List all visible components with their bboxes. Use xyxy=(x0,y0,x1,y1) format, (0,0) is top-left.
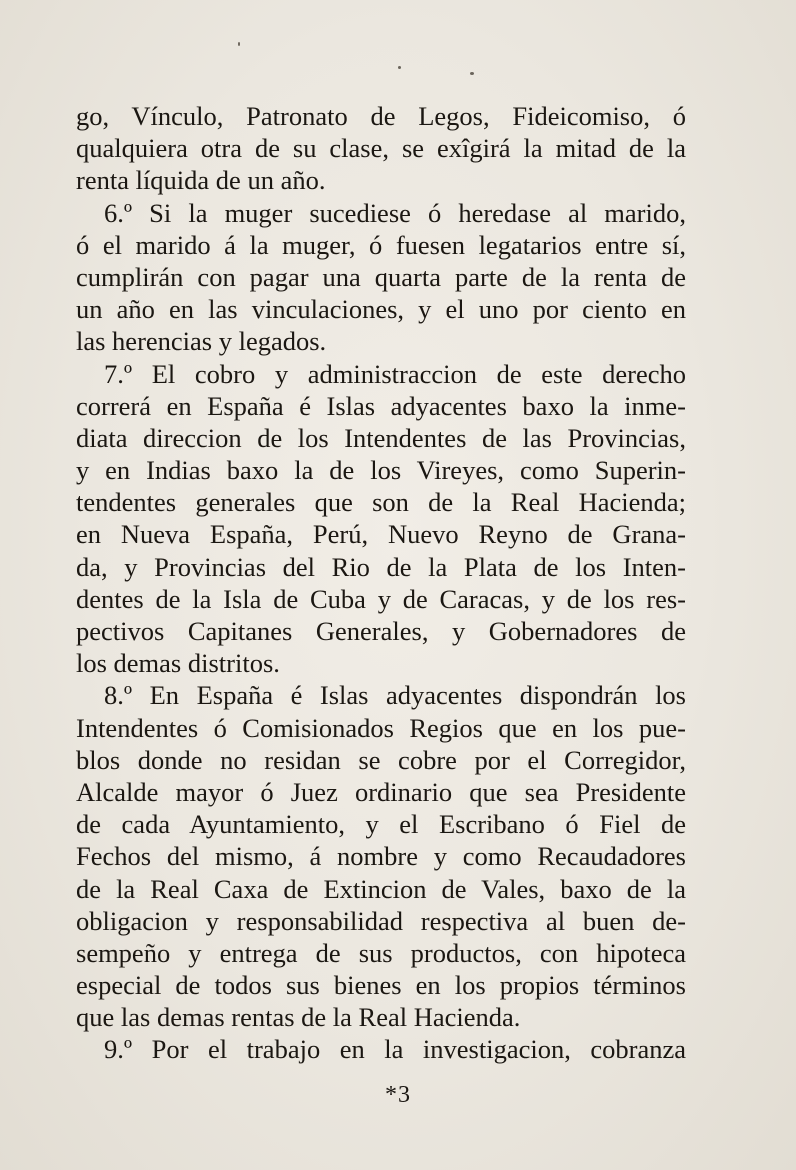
ink-speck xyxy=(238,42,240,46)
text-line: de la Real Caxa de Extincion de Vales, baxo de la xyxy=(76,873,686,904)
text-line: especial de todos sus bienes en los propios términos xyxy=(76,970,686,1001)
text-line: los demas distritos. xyxy=(76,648,280,679)
text-line: go, Vínculo, Patronato de Legos, Fideicomiso, ó xyxy=(76,101,686,131)
text-line: de cada Ayuntamiento, y el Escribano ó Fiel de xyxy=(76,809,686,840)
text-line: Fechos del mismo, á nombre y como Recaudadores xyxy=(76,841,686,872)
text-line: 6.º Si la muger sucediese ó heredase al marido, xyxy=(104,197,686,228)
text-line: cumplirán con pagar una quarta parte de la renta de xyxy=(76,261,686,292)
text-line: Alcalde mayor ó Juez ordinario que sea Presidente xyxy=(76,776,686,807)
text-line: renta líquida de un año. xyxy=(76,165,326,196)
text-line: 7.º El cobro y administraccion de este derecho xyxy=(104,358,686,389)
text-line: Intendentes ó Comisionados Regios que en los pue- xyxy=(76,712,686,743)
text-line: qualquiera otra de su clase, se exîgirá la mitad de la xyxy=(76,133,686,164)
text-line: dentes de la Isla de Cuba y de Caracas, y de los res- xyxy=(76,583,686,614)
text-line: correrá en España é Islas adyacentes baxo la inme- xyxy=(76,390,686,421)
text-line: blos donde no residan se cobre por el Corregidor, xyxy=(76,744,686,775)
body-text xyxy=(76,100,686,1066)
ink-speck xyxy=(398,66,401,69)
signature-mark: *3 xyxy=(385,1082,411,1108)
text-line: ó el marido á la muger, ó fuesen legatarios entre sí, xyxy=(76,229,686,260)
text-line: que las demas rentas de la Real Hacienda. xyxy=(76,1002,521,1033)
text-line: da, y Provincias del Rio de la Plata de los Inten- xyxy=(76,551,686,582)
text-line: y en Indias baxo la de los Vireyes, como Superin- xyxy=(76,455,686,486)
text-line: sempeño y entrega de sus productos, con hipoteca xyxy=(76,937,686,968)
text-line: en Nueva España, Perú, Nuevo Reyno de Grana- xyxy=(76,519,686,550)
text-line: 9.º Por el trabajo en la investigacion, cobranza xyxy=(104,1034,686,1065)
text-line: tendentes generales que son de la Real Hacienda; xyxy=(76,487,686,518)
text-line: 8.º En España é Islas adyacentes dispondrán los xyxy=(104,680,686,711)
ink-speck xyxy=(470,72,474,75)
text-line: las herencias y legados. xyxy=(76,326,327,357)
text-line: un año en las vinculaciones, y el uno por ciento en xyxy=(76,294,686,325)
text-line: diata direccion de los Intendentes de las Provincias, xyxy=(76,422,686,453)
text-line: pectivos Capitanes Generales, y Gobernadores de xyxy=(76,616,686,646)
text-line: obligacion y responsabilidad respectiva al buen de- xyxy=(76,905,686,936)
